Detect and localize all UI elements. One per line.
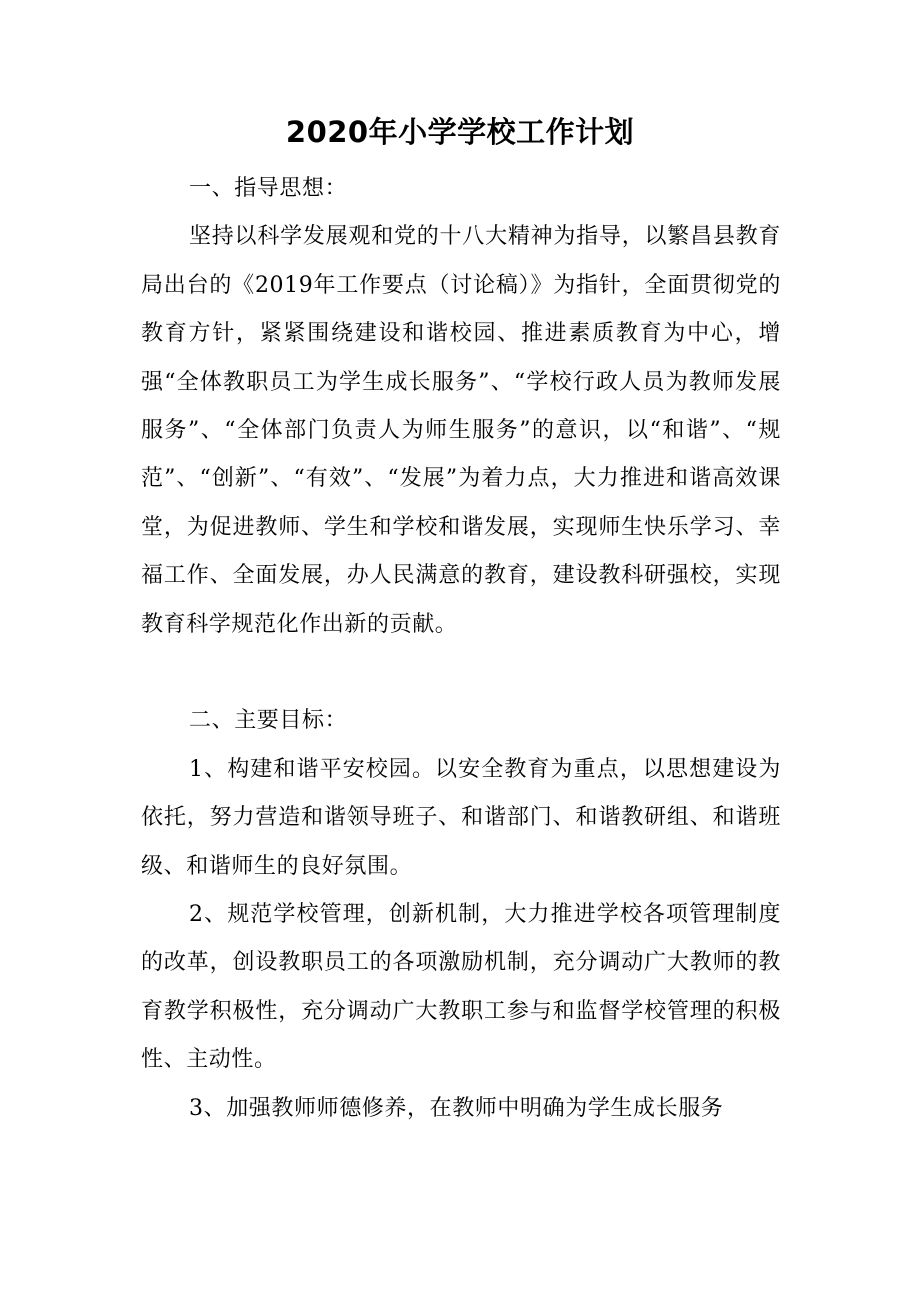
paragraph-guiding-ideology: 坚持以科学发展观和党的十八大精神为指导，以繁昌县教育局出台的《2019年工作要点（讨论稿）》为指针，全面贯彻党的教育方针，紧紧围绕建设和谐校园、推进素质教育为中心，增强“全体教职员工为学生成长服务”、“学校行政人员为教师发展服务”、“全体部门负责人为师生服务”的意识，以“和谐”、“规范”、“创新”、“有效”、“发展”为着力点，大力推进和谐高效课堂，为促进教师、学生和学校和谐发展，实现师生快乐学习、幸福工作、全面发展，办人民满意的教育，建设教科研强校，实现教育科学规范化作出新的贡献。 — [141, 224, 781, 637]
section-heading-guiding-ideology: 一、指导思想： — [189, 176, 348, 201]
document-body — [141, 165, 781, 1133]
section-heading-main-goals: 二、主要目标： — [189, 708, 348, 734]
blank-line — [141, 649, 781, 697]
document-title: 2020年小学学校工作计划 — [285, 115, 635, 149]
goal-item-2: 2、规范学校管理，创新机制，大力推进学校各项管理制度的改革，创设教职员工的各项激励机制，充分调动广大教师的教育教学积极性，充分调动广大教职工参与和监督学校管理的积极性、主动性。 — [141, 902, 781, 1073]
goal-item-3: 3、加强教师师德修养，在教师中明确为学生成长服务 — [189, 1095, 724, 1121]
goal-item-1: 1、构建和谐平安校园。以安全教育为重点，以思想建设为依托，努力营造和谐领导班子、和谐部门、和谐教研组、和谐班级、和谐师生的良好氛围。 — [141, 756, 781, 879]
